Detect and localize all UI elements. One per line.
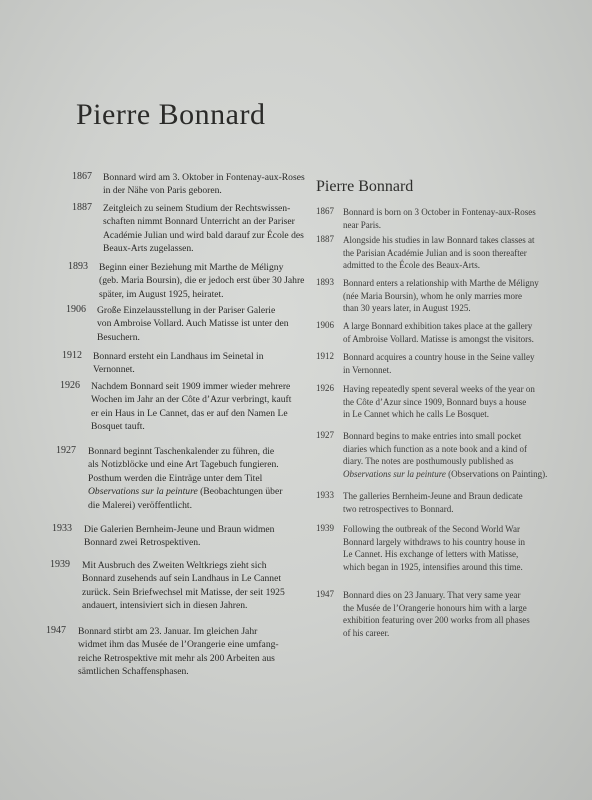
entry-text — [82, 559, 285, 613]
entry-year: 1912 — [316, 351, 334, 361]
entry-line: Bonnard stirbt am 23. Januar. Im gleichen Jahr — [78, 626, 258, 637]
entry-line: of Ambroise Vollard. Matisse is amongst the visitors. — [343, 333, 534, 344]
entry-year: 1893 — [316, 277, 334, 287]
entry-line: Die Galerien Bernheim-Jeune und Braun widmen — [84, 524, 275, 535]
entry-year: 1887 — [316, 234, 334, 244]
entry-line: zurück. Sein Briefwechsel mit Matisse, der seit 1925 — [82, 586, 285, 598]
entry-year: 1933 — [52, 523, 72, 534]
entry-text — [97, 304, 289, 344]
entry-line: Following the outbreak of the Second World War — [343, 524, 520, 534]
entry-line: Bonnard largely withdraws to his country house in — [343, 536, 526, 547]
entry-year: 1926 — [316, 383, 334, 393]
entry-line: reiche Retrospektive mit mehr als 200 Arbeiten aus — [78, 652, 275, 664]
entry-line: The galleries Bernheim-Jeune and Braun dedicate — [343, 491, 523, 501]
entry-line: the Parisian Académie Julian and is soon thereafter — [343, 247, 527, 258]
entry-year: 1906 — [66, 304, 86, 315]
entry-line: Große Einzelausstellung in der Pariser Galerie — [97, 305, 276, 316]
english-section-title: Pierre Bonnard — [316, 178, 414, 195]
entry-line: two retrospectives to Bonnard. — [343, 503, 454, 514]
entry-line: Le Cannet. His exchange of letters with Matisse, — [343, 549, 519, 560]
entry-text — [343, 320, 534, 345]
entry-line: Bonnard wird am 3. Oktober in Fontenay-aux-Roses — [103, 172, 305, 183]
entry-text — [343, 206, 536, 231]
book-title-suffix: (Beobachtungen über — [197, 486, 283, 498]
entry-line: sämtlichen Schaffensphasen. — [78, 666, 189, 678]
entry-line: schaften nimmt Bonnard Unterricht an der Pariser — [103, 216, 295, 228]
book-title-suffix: (Observations on Painting). — [445, 468, 548, 479]
entry-line: than 30 years later, in August 1925. — [343, 303, 471, 314]
entry-line: diaries which function as a note book and a kind of — [343, 443, 527, 454]
entry-line: Bonnard acquires a country house in the Seine valley — [343, 352, 535, 362]
entry-line: diary. The notes are posthumously published as — [343, 456, 514, 467]
entry-line: Bonnard zwei Retrospektiven. — [84, 537, 201, 549]
entry-line — [343, 468, 547, 481]
entry-year: 1933 — [316, 490, 334, 500]
entry-year: 1867 — [316, 206, 334, 216]
entry-line — [88, 485, 282, 498]
entry-line: Bonnard is born on 3 October in Fontenay-aux-Roses — [343, 207, 536, 217]
entry-line: später, im August 1925, heiratet. — [99, 288, 224, 300]
entry-line: von Ambroise Vollard. Auch Matisse ist unter den — [97, 318, 289, 330]
entry-text — [99, 261, 304, 301]
entry-line: Bonnard begins to make entries into small pocket — [343, 431, 522, 441]
entry-year: 1927 — [56, 445, 76, 456]
entry-line: er ein Haus in Le Cannet, das er auf den Namen Le — [91, 407, 288, 419]
entry-text — [343, 351, 534, 376]
entry-line: als Notizblöcke und eine Art Tagebuch fungieren. — [88, 459, 279, 471]
entry-line: die Malerei) veröffentlicht. — [88, 499, 192, 511]
entry-text — [343, 277, 539, 315]
entry-line: Beginn einer Beziehung mit Marthe de Méligny — [99, 262, 284, 273]
entry-line: andauert, intensiviert sich in diesen Jahren. — [82, 600, 248, 612]
entry-line: Nachdem Bonnard seit 1909 immer wieder mehrere — [91, 381, 291, 392]
entry-line: Académie Julian und wird bald darauf zur École des — [103, 229, 304, 241]
book-title: Observations sur la peinture — [88, 486, 198, 498]
page-title: Pierre Bonnard — [76, 98, 266, 131]
entry-line: Having repeatedly spent several weeks of the year on — [343, 384, 535, 394]
entry-line: Bosquet tauft. — [91, 421, 145, 433]
entry-text — [103, 171, 305, 198]
entry-text — [91, 380, 291, 434]
entry-year: 1867 — [72, 171, 92, 182]
entry-line: (née Maria Boursin), whom he only marries more — [343, 290, 522, 301]
entry-text — [88, 445, 282, 512]
entry-text — [103, 202, 304, 256]
entry-year: 1927 — [316, 430, 334, 440]
entry-year: 1939 — [316, 523, 334, 533]
entry-line: Wochen im Jahr an der Côte d’Azur verbringt, kauft — [91, 394, 292, 406]
entry-text — [84, 523, 274, 550]
entry-text — [343, 523, 525, 573]
entry-year: 1926 — [60, 380, 80, 391]
entry-line: of his career. — [343, 627, 390, 638]
entry-year: 1893 — [68, 261, 88, 272]
entry-year: 1912 — [62, 350, 82, 361]
entry-line: Bonnard enters a relationship with Marthe de Méligny — [343, 278, 539, 288]
entry-text — [343, 383, 535, 421]
entry-line: A large Bonnard exhibition takes place at the gallery — [343, 321, 533, 331]
entry-line: which began in 1925, intensifies around this time. — [343, 561, 523, 572]
entry-text — [343, 490, 523, 515]
entry-line: Posthum werden die Einträge unter dem Titel — [88, 472, 263, 484]
entry-line: Bonnard zusehends auf sein Landhaus in Le Cannet — [82, 573, 282, 585]
entry-line: in der Nähe von Paris geboren. — [103, 185, 222, 197]
entry-text — [78, 625, 279, 679]
entry-line: Bonnard ersteht ein Landhaus im Seinetal in — [93, 351, 264, 362]
entry-line: Beaux-Arts zugelassen. — [103, 243, 194, 255]
book-title: Observations sur la peinture — [343, 468, 446, 479]
entry-text — [343, 430, 547, 480]
entry-text — [343, 589, 530, 639]
entry-line: in Vernonnet. — [343, 364, 392, 375]
entry-line: exhibition featuring over 200 works from all phases — [343, 615, 530, 626]
entry-year: 1887 — [72, 202, 92, 213]
entry-line: Zeitgleich zu seinem Studium der Rechtswissen- — [103, 203, 291, 214]
entry-line: Besuchern. — [97, 331, 140, 343]
entry-line: Vernonnet. — [93, 364, 135, 376]
entry-line: Alongside his studies in law Bonnard takes classes at — [343, 235, 535, 245]
entry-year: 1947 — [316, 589, 334, 599]
entry-line: the Côte d’Azur since 1909, Bonnard buys a house — [343, 396, 527, 407]
entry-line: (geb. Maria Boursin), die er jedoch erst über 30 Jahre — [99, 275, 305, 287]
entry-line: the Musée de l’Orangerie honours him with a large — [343, 602, 527, 613]
entry-year: 1906 — [316, 320, 334, 330]
entry-year: 1947 — [46, 625, 66, 636]
entry-line: Mit Ausbruch des Zweiten Weltkriegs zieht sich — [82, 560, 267, 571]
entry-line: Bonnard dies on 23 January. That very same year — [343, 590, 521, 600]
entry-year: 1939 — [50, 559, 70, 570]
entry-line: admitted to the École des Beaux-Arts. — [343, 260, 480, 271]
entry-line: near Paris. — [343, 219, 381, 230]
entry-line: widmet ihm das Musée de l’Orangerie eine umfang- — [78, 639, 279, 651]
entry-line: Bonnard beginnt Taschenkalender zu führen, die — [88, 446, 275, 457]
entry-line: in Le Cannet which he calls Le Bosquet. — [343, 409, 489, 420]
entry-text — [343, 234, 534, 272]
entry-text — [93, 350, 264, 377]
